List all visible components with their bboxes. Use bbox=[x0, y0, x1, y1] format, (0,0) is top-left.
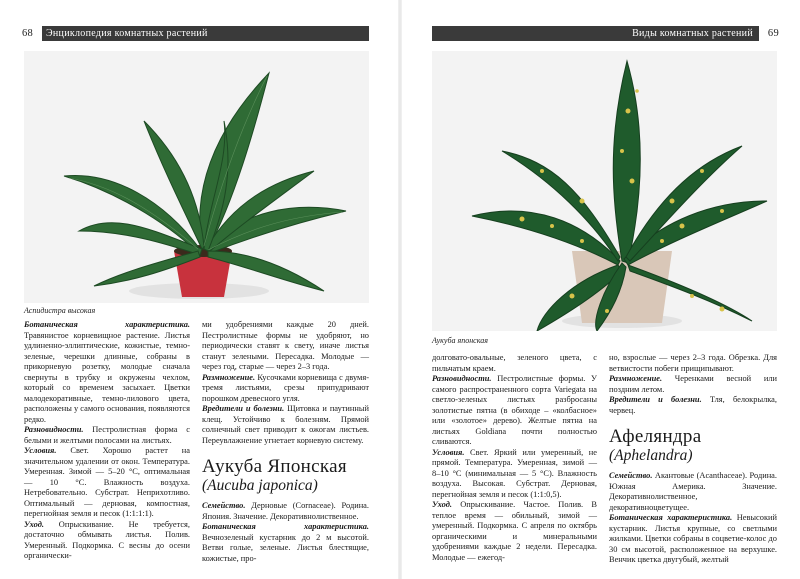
aucuba-illustration bbox=[432, 51, 777, 331]
left-c1-p3: Условия. Свет. Хорошо растет на значительном удалении от окон. Температура. Умеренная. Зимой — 5–20 °С, оптимальная — 10 °С. Влажность воздуха. Нетребовательно. Субстрат. Неприхотливо. Оптимальный — дерновая, компостная, перегнойная земля и песок (1:1:1:1). bbox=[24, 446, 190, 518]
left-page-number: 68 bbox=[22, 26, 42, 41]
left-column-2 bbox=[202, 320, 369, 564]
right-c1-p2: Разновидности. Пестролистные формы. У самого распространенного сорта Variegata на светло-зеленых листьях разбросаны золотистые пятна (в обиходе – «колбасное» или «золотое» дерево). Желтые пятна на листьях Goldiana почти полностью сливаются. bbox=[432, 374, 597, 446]
right-column-2 bbox=[609, 353, 777, 566]
right-c1-p3: Условия. Свет. Яркий или умеренный, не прямой. Температура. Умеренная, зимой — 8–10 °С (минимальная — 5 °С). Влажность воздуха. Высокая. Субстрат. Дерновая, перегнойная земля и песок (1:1:0,5). bbox=[432, 447, 597, 499]
left-c2-p3: Вредители и болезни. Щитовка и паутинный клещ. Устойчиво к болезням. Прямой солнечный свет приводит к ожогам листьев. Переувлажнение угнетает корневую систему. bbox=[202, 404, 369, 445]
right-c1-p1: долговато-овальные, зеленого цвета, с пильчатым краем. bbox=[432, 353, 597, 373]
aphelandra-heading bbox=[609, 426, 777, 465]
left-c1-p2: Разновидности. Пестролистная форма с белыми и желтыми полосами на листьях. bbox=[24, 425, 190, 445]
left-photo-aspidistra bbox=[24, 51, 369, 303]
aphelandra-heading-latin: (Aphelandra) bbox=[609, 447, 693, 464]
aucuba-heading-latin: (Aucuba japonica) bbox=[202, 477, 318, 494]
left-running-header bbox=[24, 26, 369, 41]
right-c2-p4: Семейство. Акантовые (Acanthaceae). Родина. Южная Америка. Значение. Декоративнолиственное, декоративноцветущее. bbox=[609, 471, 777, 512]
right-c2-p3: Вредители и болезни. Тля, белокрылка, червец. bbox=[609, 395, 777, 415]
right-c2-p1: но, взрослые — через 2–3 года. Обрезка. Для ветвистости побеги прищипывают. bbox=[609, 353, 777, 373]
left-c2-p2: Размножение. Кусочками корневища с двумя-тремя листьями, срезы припудривают порошком древесного угля. bbox=[202, 372, 369, 403]
right-running-header bbox=[432, 26, 777, 41]
left-column-1 bbox=[24, 320, 190, 562]
aphelandra-heading-name: Афеляндра bbox=[609, 426, 702, 447]
right-page-number: 69 bbox=[759, 26, 779, 41]
right-photo-caption: Аукуба японская bbox=[432, 336, 488, 345]
right-page bbox=[400, 0, 800, 579]
aucuba-heading bbox=[202, 456, 369, 495]
left-c1-p1: Ботаническая характеристика. Травянистое корневищное растение. Листья удлиненно-эллиптические, кожистые, темно-зеленые, черешки длинные, собраны в прикорневую розетку, молодые сначала свернуты в трубку и окружены чехлом, который со временем засыхает. Цветки малодекоративные, темно-лилового цвета, расположены у самого основания, появляются редко. bbox=[24, 320, 190, 424]
left-photo-caption: Аспидистра высокая bbox=[24, 306, 96, 315]
left-c1-p4: Уход. Опрыскивание. Не требуется, достаточно обмывать листья. Полив. Умеренный. Подкормка. С весны до осени органически- bbox=[24, 519, 190, 560]
aspidistra-illustration bbox=[24, 51, 369, 303]
left-c2-p1: ми удобрениями каждые 20 дней. Пестролистные формы не удобряют, но периодически ставят к свету, иначе листья станут зелеными. Пересадка. Молодые — через год, старые — через 2–3 года. bbox=[202, 320, 369, 371]
right-running-title: Виды комнатных растений bbox=[632, 28, 753, 39]
right-photo-aucuba bbox=[432, 51, 777, 331]
aucuba-heading-name: Аукуба Японская bbox=[202, 456, 347, 477]
left-running-title: Энциклопедия комнатных растений bbox=[46, 28, 208, 39]
right-c1-p4: Уход. Опрыскивание. Частое. Полив. В теплое время — обильный, зимой — умеренный. Подкормка. С апреля по октябрь органическими и минеральными удобрениями каждые 2 недели. Пересадка. Молодые — ежегод- bbox=[432, 500, 597, 562]
left-c2-p4: Семейство. Дерновые (Cornaceae). Родина. Япония. Значение. Декоративнолиственное. bbox=[202, 501, 369, 521]
right-c2-p5: Ботаническая характеристика. Невысокий кустарник. Листья крупные, со светлыми жилками. Цветки собраны в соцветие-колос до 30 см высотой, расположенное на верхушке. Венчик цветка двугубый, желтый bbox=[609, 513, 777, 564]
left-c2-p5: Ботаническая характеристика. Вечнозеленый кустарник до 2 м высотой. Ветви голые, зеленые. Листья блестящие, кожистые, про- bbox=[202, 522, 369, 563]
right-c2-p2: Размножение. Черенками весной или поздним летом. bbox=[609, 374, 777, 394]
right-column-1 bbox=[432, 353, 597, 563]
